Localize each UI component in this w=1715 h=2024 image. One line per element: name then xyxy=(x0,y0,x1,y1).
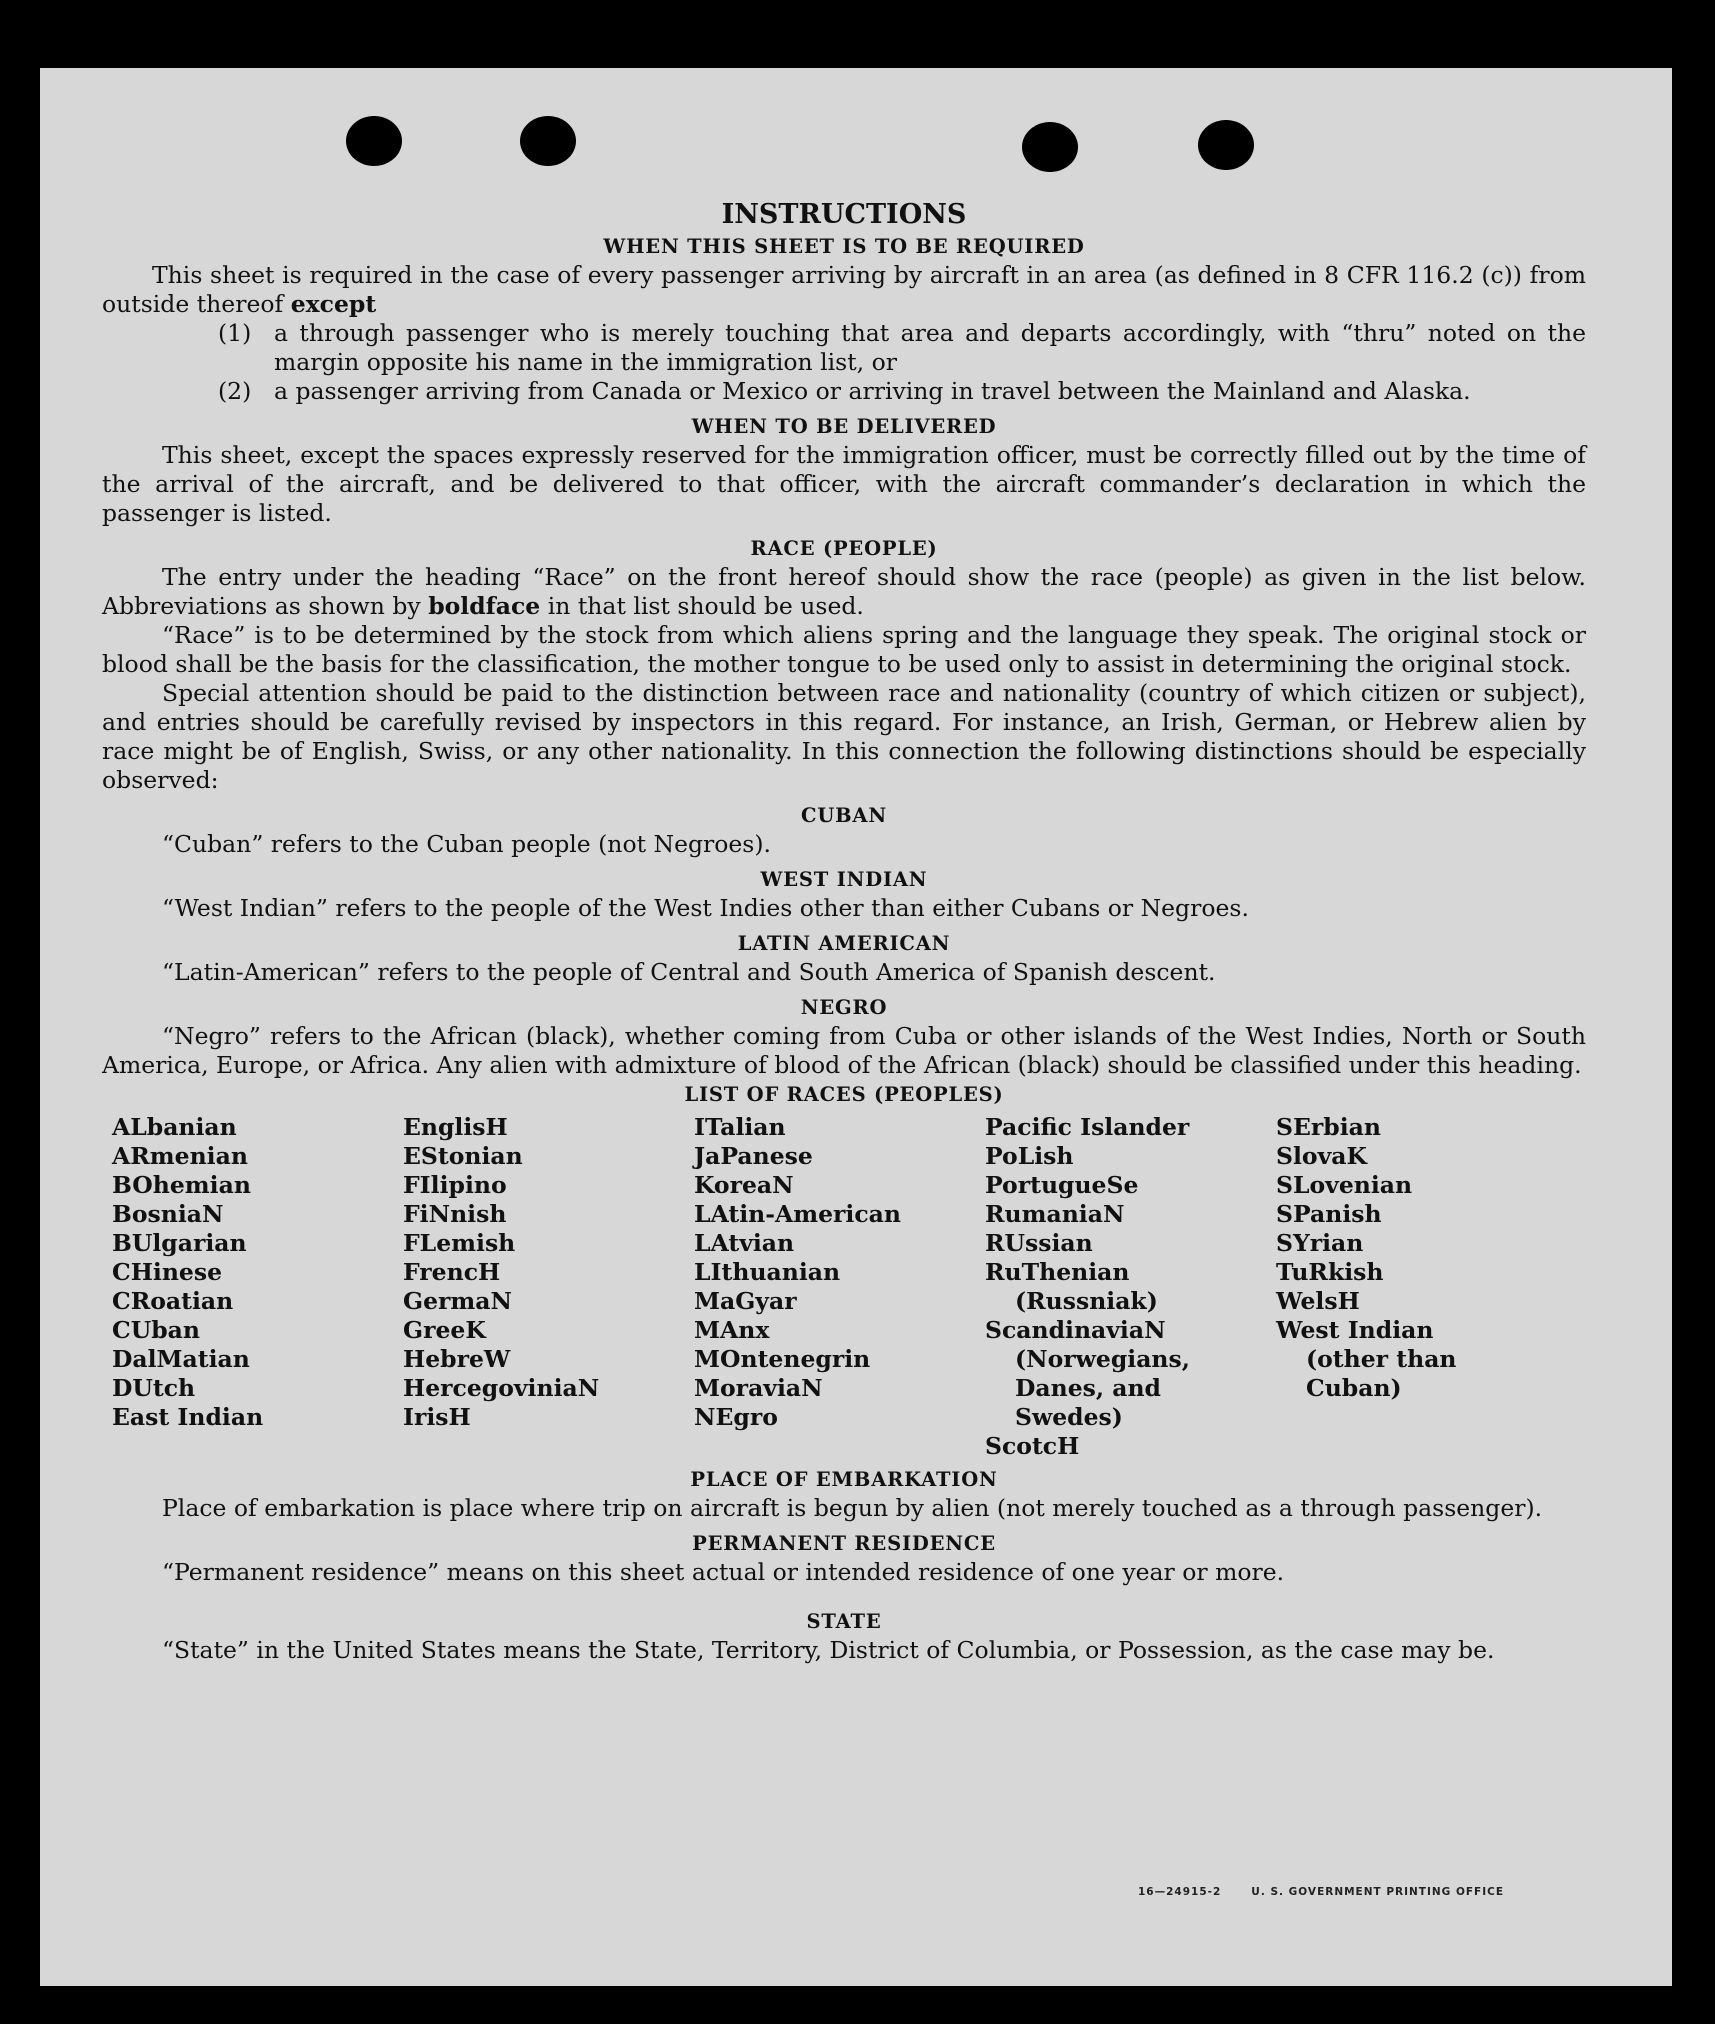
race-entry: LAtvian xyxy=(694,1229,795,1257)
race-entry: NEgro xyxy=(694,1403,778,1431)
race-entry: BOhemian xyxy=(112,1171,251,1199)
race-p1-text-end: in that list should be used. xyxy=(547,592,864,620)
race-entry: RumaniaN xyxy=(985,1200,1125,1228)
list-item-text: a through passenger who is merely touching that area and departs accordingly, with “thru” noted on the margin opposite his name in the immigration list, or xyxy=(274,319,1586,376)
race-entry: FiNnish xyxy=(403,1200,507,1228)
paragraph-race-2: “Race” is to be determined by the stock from which aliens spring and the language they speak. The original stock or blood shall be the basis for the classification, the mother tongue to be used only to assist in determining the original stock. xyxy=(102,621,1586,678)
list-item xyxy=(218,319,1586,377)
race-p1-text: The entry under the heading “Race” on the front hereof should show the race (people) as given in the list below. Abbreviations as shown by xyxy=(102,563,1586,620)
paragraph-when-required xyxy=(102,261,1586,319)
heading-state: STATE xyxy=(806,1610,882,1633)
paragraph-embarkation: Place of embarkation is place where trip on aircraft is begun by alien (not merely touched as a through passenger). xyxy=(162,1494,1543,1522)
when-required-intro: This sheet is required in the case of every passenger arriving by aircraft in an area (as defined in 8 CFR 116.2 (c)) from outside thereof xyxy=(102,261,1586,318)
race-entry: PoLish xyxy=(985,1142,1074,1170)
race-entry: TuRkish xyxy=(1276,1258,1384,1286)
race-entry: EnglisH xyxy=(403,1113,508,1141)
race-entry: BosniaN xyxy=(112,1200,224,1228)
heading-cuban: CUBAN xyxy=(801,804,887,827)
race-entry: Pacific Islander xyxy=(985,1113,1190,1141)
heading-west-indian: WEST INDIAN xyxy=(760,868,928,891)
when-required-except: except xyxy=(290,290,377,318)
race-entry: ScotcH xyxy=(985,1432,1080,1460)
race-column xyxy=(985,1113,1276,1461)
paragraph-state: “State” in the United States means the State, Territory, District of Columbia, or Possession, as the case may be. xyxy=(162,1636,1495,1664)
punch-hole xyxy=(1022,122,1078,172)
heading-list-of-races: LIST OF RACES (PEOPLES) xyxy=(684,1083,1004,1106)
race-entry: SlovaK xyxy=(1276,1142,1367,1170)
race-entry: HebreW xyxy=(403,1345,511,1373)
race-entry: SPanish xyxy=(1276,1200,1382,1228)
race-entry: MoraviaN xyxy=(694,1374,823,1402)
race-entry: East Indian xyxy=(112,1403,264,1431)
race-entry: DalMatian xyxy=(112,1345,250,1373)
race-entry: SLovenian xyxy=(1276,1171,1413,1199)
race-column xyxy=(112,1113,403,1461)
list-item-text: a passenger arriving from Canada or Mexico or arriving in travel between the Mainland and Alaska. xyxy=(274,377,1471,405)
paragraph-cuban: “Cuban” refers to the Cuban people (not Negroes). xyxy=(162,830,772,858)
list-item-number: (2) xyxy=(218,377,252,405)
race-entry: RUssian xyxy=(985,1229,1093,1257)
race-entry: West Indian (other than Cuban) xyxy=(1276,1316,1457,1402)
heading-race: RACE (PEOPLE) xyxy=(750,537,938,560)
form-number: 16—24915-2 xyxy=(1137,1886,1222,1898)
race-list xyxy=(112,1113,1586,1461)
heading-place-of-embarkation: PLACE OF EMBARKATION xyxy=(690,1468,998,1491)
race-entry: BUlgarian xyxy=(112,1229,247,1257)
paragraph-west-indian: “West Indian” refers to the people of the West Indies other than either Cubans or Negroes. xyxy=(162,894,1249,922)
race-entry: LIthuanian xyxy=(694,1258,841,1286)
race-entry: GreeK xyxy=(403,1316,486,1344)
race-entry: ITalian xyxy=(694,1113,786,1141)
race-column xyxy=(403,1113,694,1461)
paragraph-latin-american: “Latin-American” refers to the people of Central and South America of Spanish descent. xyxy=(162,958,1216,986)
list-item xyxy=(218,377,1586,406)
race-entry: CRoatian xyxy=(112,1287,234,1315)
race-entry: KoreaN xyxy=(694,1171,794,1199)
race-entry: CUban xyxy=(112,1316,200,1344)
race-entry: HercegoviniaN xyxy=(403,1374,600,1402)
punch-hole xyxy=(346,116,402,166)
race-entry: DUtch xyxy=(112,1374,196,1402)
race-entry: ScandinaviaN (Norwegians, Danes, and Swedes) xyxy=(985,1316,1190,1431)
race-entry: FrencH xyxy=(403,1258,501,1286)
race-entry: IrisH xyxy=(403,1403,471,1431)
page-title: INSTRUCTIONS xyxy=(721,199,967,230)
heading-when-delivered: WHEN TO BE DELIVERED xyxy=(691,415,997,438)
paragraph-negro: “Negro” refers to the African (black), whether coming from Cuba or other islands of the West Indies, North or South America, Europe, or Africa. Any alien with admixture of blood of the African (black) should be classified under this heading. xyxy=(102,1022,1586,1079)
race-entry: FIlipino xyxy=(403,1171,507,1199)
race-entry: MAnx xyxy=(694,1316,770,1344)
instructions-content xyxy=(102,198,1586,1665)
printer-name: U. S. GOVERNMENT PRINTING OFFICE xyxy=(1251,1886,1504,1898)
race-entry: CHinese xyxy=(112,1258,223,1286)
race-entry: LAtin-American xyxy=(694,1200,901,1228)
race-entry: GermaN xyxy=(403,1287,512,1315)
race-entry: EStonian xyxy=(403,1142,523,1170)
race-entry: ALbanian xyxy=(112,1113,237,1141)
paragraph-race-1 xyxy=(102,563,1586,621)
race-entry: SYrian xyxy=(1276,1229,1364,1257)
list-item-number: (1) xyxy=(218,319,252,347)
document-sheet xyxy=(40,68,1672,1986)
race-entry: WelsH xyxy=(1276,1287,1360,1315)
punch-hole xyxy=(520,116,576,166)
heading-when-required: WHEN THIS SHEET IS TO BE REQUIRED xyxy=(603,235,1085,258)
race-column xyxy=(1276,1113,1496,1461)
race-column xyxy=(694,1113,985,1461)
footer-print-code xyxy=(1138,1886,1504,1898)
heading-latin-american: LATIN AMERICAN xyxy=(737,932,951,955)
race-entry: MaGyar xyxy=(694,1287,797,1315)
race-entry: ARmenian xyxy=(112,1142,248,1170)
race-p1-bold: boldface xyxy=(428,592,541,620)
paragraph-when-delivered: This sheet, except the spaces expressly reserved for the immigration officer, must be correctly filled out by the time of the arrival of the aircraft, and be delivered to that officer, with the aircraft commander’s declaration in which the passenger is listed. xyxy=(102,441,1586,527)
paragraph-race-3: Special attention should be paid to the distinction between race and nationality (country of which citizen or subject), and entries should be carefully revised by inspectors in this regard. For instance, an Irish, German, or Hebrew alien by race might be of English, Swiss, or any other nationality. In this connection the following distinctions should be especially observed: xyxy=(102,679,1586,794)
paragraph-permanent-residence: “Permanent residence” means on this sheet actual or intended residence of one year or more. xyxy=(162,1558,1285,1586)
race-entry: SErbian xyxy=(1276,1113,1381,1141)
race-entry: FLemish xyxy=(403,1229,516,1257)
race-entry: RuThenian (Russniak) xyxy=(985,1258,1158,1315)
race-entry: MOntenegrin xyxy=(694,1345,871,1373)
race-entry: JaPanese xyxy=(694,1142,813,1170)
heading-permanent-residence: PERMANENT RESIDENCE xyxy=(692,1532,996,1555)
punch-hole xyxy=(1198,120,1254,170)
race-entry: PortugueSe xyxy=(985,1171,1139,1199)
heading-negro: NEGRO xyxy=(800,996,888,1019)
